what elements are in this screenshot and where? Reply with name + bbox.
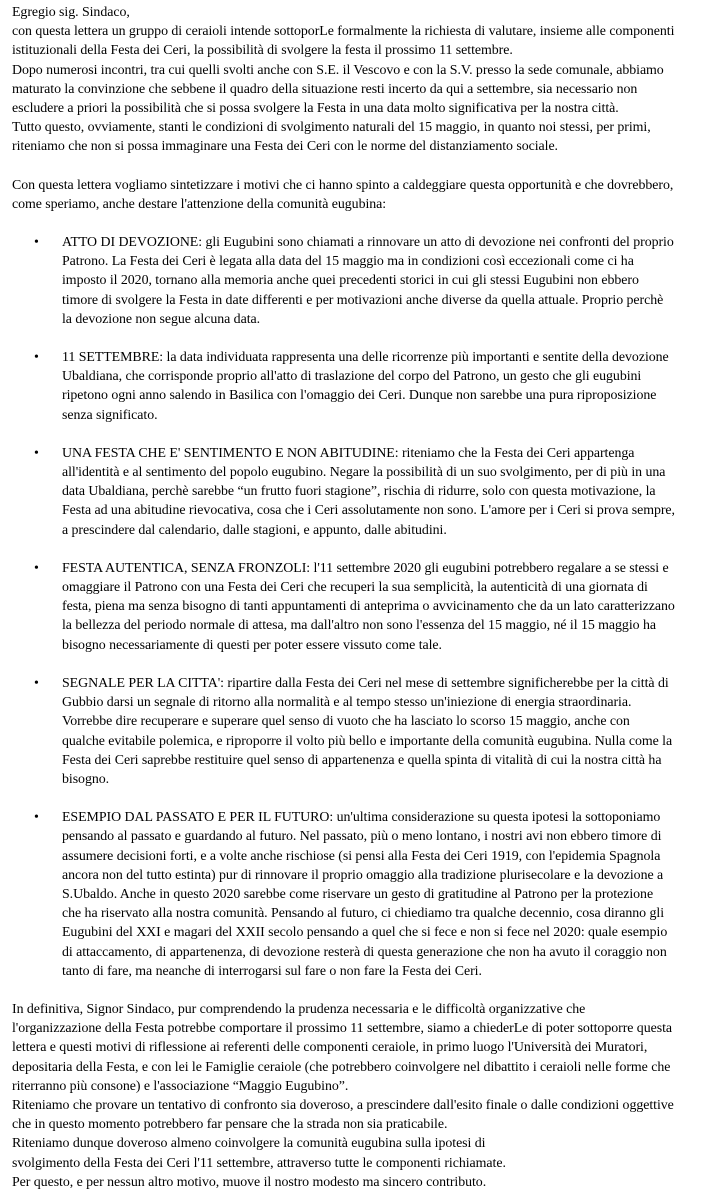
bullet-marker: • [34, 675, 39, 691]
intro-line: Tutto questo, ovviamente, stanti le condizioni di svolgimento naturali del 15 maggio, in quanto noi stessi, per primi, [12, 120, 651, 136]
intro-line: con questa lettera un gruppo di ceraioli intende sottoporLe formalmente la richiesta di valutare, insieme alle componenti [12, 24, 675, 40]
reason-line: bisogno. [62, 771, 110, 787]
reason-line: ESEMPIO DAL PASSATO E PER IL FUTURO: un'ultima considerazione su questa ipotesi la sottoponiamo [62, 810, 661, 826]
reason-segnale [12, 674, 703, 789]
bullet-marker: • [34, 235, 39, 251]
reason-line: Patrono. La Festa dei Ceri è legata alla data del 15 maggio ma in condizioni così eccezionali come ci ha [62, 254, 634, 270]
reason-line: 11 SETTEMBRE: la data individuata rappresenta una delle ricorrenze più importanti e sentite della devozione [62, 350, 669, 366]
reason-line: omaggiare il Patrono con una Festa dei Ceri che recuperi la sua semplicità, la autenticità di una giornata di [62, 580, 648, 596]
reason-line: a prescindere dal calendario, dalle stagioni, e appunto, dalle abitudini. [62, 522, 447, 538]
intro-line: istituzionali della Festa dei Ceri, la possibilità di svolgere la festa il prossimo 11 settembre. [12, 43, 513, 59]
closing-line: Riteniamo dunque doveroso almeno coinvolgere la comunità eugubina sulla ipotesi di [12, 1136, 486, 1152]
reason-festa-autentica [12, 559, 703, 655]
reason-line: Vorrebbe dire recuperare e superare quel senso di vuoto che ha lasciato lo scorso 15 maggio, anche con [62, 714, 630, 730]
reason-esempio [12, 808, 703, 981]
intro-line: Egregio sig. Sindaco, [12, 5, 130, 20]
reason-line: FESTA AUTENTICA, SENZA FRONZOLI: l'11 settembre 2020 gli eugubini potrebbero regalare a se stessi e [62, 560, 669, 576]
intro-paragraph [12, 3, 703, 157]
reason-line: Ubaldiana, che corrisponde proprio all'atto di traslazione del corpo del Patrono, un gesto che gli eugubini [62, 369, 642, 385]
closing-line: depositaria della Festa, e con lei le Famiglie ceraiole (che potrebbero coinvolgere nel dibattito i ceraioli nelle forme che [12, 1059, 671, 1075]
reason-line: Eugubini del XXI e magari del XXII secolo pensando a quel che si fece e non si fece nel 2020: quale esempio [62, 925, 668, 941]
reason-line: imposto il 2020, tornano alla memoria anche quei precedenti storici in cui gli stessi Eugubini non ebbero [62, 273, 639, 289]
reason-line: UNA FESTA CHE E' SENTIMENTO E NON ABITUDINE: riteniamo che la Festa dei Ceri appartenga [62, 445, 635, 461]
reason-line: ripetono ogni anno salendo in Basilica con l'omaggio dei Ceri. Dunque non sarebbe una pura riproposizione [62, 388, 657, 404]
bullet-marker: • [34, 560, 39, 576]
reason-11-settembre [12, 348, 703, 425]
reason-line: pensando al passato e guardando al futuro. Nel passato, più o meno lontano, i nostri avi non ebbero timore di [62, 829, 662, 845]
reason-line: ancora non del tutto estinta) pur di rinnovare il proprio omaggio alla tradizione plurisecolare e la devozione a [62, 867, 664, 883]
reason-sentimento [12, 444, 703, 540]
closing-line: svolgimento della Festa dei Ceri l'11 settembre, attraverso tutte le componenti richiamate. [12, 1155, 506, 1171]
reason-line: che ha riservato alla nostra comunità. Pensando al futuro, ci chiediamo tra qualche decennio, cosa diranno gli [62, 906, 664, 922]
closing-line: In definitiva, Signor Sindaco, pur comprendendo la prudenza necessaria e le difficoltà organizzative che [12, 1001, 586, 1017]
reason-line: Festa ad una abitudine rievocativa, cosa che i Ceri assolutamente non sono. L'amore per i Ceri si prova sempre, [62, 503, 675, 519]
reason-line: assumere decisioni forti, e a volte anche rischiose (si pensi alla Festa dei Ceri 1919, con l'epidemia Spagnola [62, 848, 661, 864]
reason-line: all'identità e al sentimento del popolo eugubino. Negare la possibilità di un suo svolgimento, per di più in una [62, 465, 666, 481]
closing-line: l'organizzazione della Festa potrebbe comportare il prossimo 11 settembre, siamo a chiederLe di poter sottoporre questa [12, 1021, 672, 1037]
reason-line: data Ubaldiana, perchè sarebbe “un frutto fuori stagione”, rischia di ridurre, solo con questa motivazione, la [62, 484, 656, 500]
reason-line: la bellezza del periodo normale di attesa, ma dall'altro non sono l'essenza del 15 maggio, né il 15 maggio ha [62, 618, 656, 634]
closing-line: che in questo momento potrebbero far pensare che la strada non sia praticabile. [12, 1117, 448, 1133]
closing-paragraph [12, 1000, 703, 1192]
reason-line: bisogno necessariamente di questi per poter essere vissuto come tale. [62, 637, 442, 653]
reason-line: timore di svolgere la Festa in date differenti e per motivazioni anche diverse da quella attuale. Proprio perchè [62, 292, 664, 308]
reason-line: senza significato. [62, 407, 158, 423]
reason-line: Festa dei Ceri saprebbe restituire quel senso di appartenenza e quella spinta di vitalità di cui la nostra città ha [62, 752, 662, 768]
reason-devozione [12, 233, 703, 329]
intro-line: escludere a priori la possibilità che si possa svolgere la Festa in una data molto significativa per la nostra città. [12, 101, 619, 117]
closing-line: lettera e questi motivi di riflessione ai referenti delle componenti ceraiole, in primo luogo l'Università dei Muratori, [12, 1040, 648, 1056]
closing-line: Riteniamo che provare un tentativo di confronto sia doveroso, a prescindere dall'esito finale o dalle condizioni oggettive [12, 1097, 674, 1113]
bullet-marker: • [34, 350, 39, 366]
lead-line: come speriamo, anche destare l'attenzione della comunità eugubina: [12, 196, 387, 212]
reason-line: qualche evitabile polemica, e riproporre il volto più bello e importante della comunità eugubina. Nulla come la [62, 733, 673, 749]
reason-line: ATTO DI DEVOZIONE: gli Eugubini sono chiamati a rinnovare un atto di devozione nei confronti del proprio [62, 235, 674, 251]
closing-line: riterranno più consone) e l'associazione “Maggio Eugubino”. [12, 1078, 349, 1094]
reason-line: festa, piena ma senza bisogno di tanti appuntamenti di anteprima o avvicinamento che da un lato caratterizzano [62, 599, 675, 615]
lead-line: Con questa lettera vogliamo sintetizzare i motivi che ci hanno spinto a caldeggiare questa opportunità e che dovrebbero, [12, 177, 674, 193]
intro-line: riteniamo che non si possa immaginare una Festa dei Ceri con le norme del distanziamento sociale. [12, 139, 558, 155]
reason-line: tanto di fare, ma neanche di interrogarsi sul fare o non fare la Festa dei Ceri. [62, 963, 482, 979]
bullet-marker: • [34, 445, 39, 461]
reason-line: Gubbio darsi un segnale di ritorno alla normalità e al tempo stesso un'iniezione di energia straordinaria. [62, 695, 632, 711]
reason-line: la devozione non segue alcuna data. [62, 311, 261, 327]
reason-line: di attaccamento, di appartenenza, di devozione resterà di questa generazione che non ha avuto il coraggio non [62, 944, 667, 960]
lead-paragraph [12, 176, 703, 214]
intro-line: maturato la convinzione che sebbene il quadro della situazione resti incerto da qui a settembre, sia necessario non [12, 81, 638, 97]
bullet-marker: • [34, 810, 39, 826]
reason-line: S.Ubaldo. Anche in questo 2020 sarebbe come riservare un gesto di gratitudine al Patrono per la protezione [62, 886, 654, 902]
reason-line: SEGNALE PER LA CITTA': ripartire dalla Festa dei Ceri nel mese di settembre significherebbe per la città di [62, 675, 669, 691]
closing-line: Per questo, e per nessun altro motivo, muove il nostro modesto ma sincero contributo. [12, 1174, 487, 1190]
intro-line: Dopo numerosi incontri, tra cui quelli svolti anche con S.E. il Vescovo e con la S.V. presso la sede comunale, abbiamo [12, 62, 664, 78]
reasons-list [12, 233, 703, 981]
